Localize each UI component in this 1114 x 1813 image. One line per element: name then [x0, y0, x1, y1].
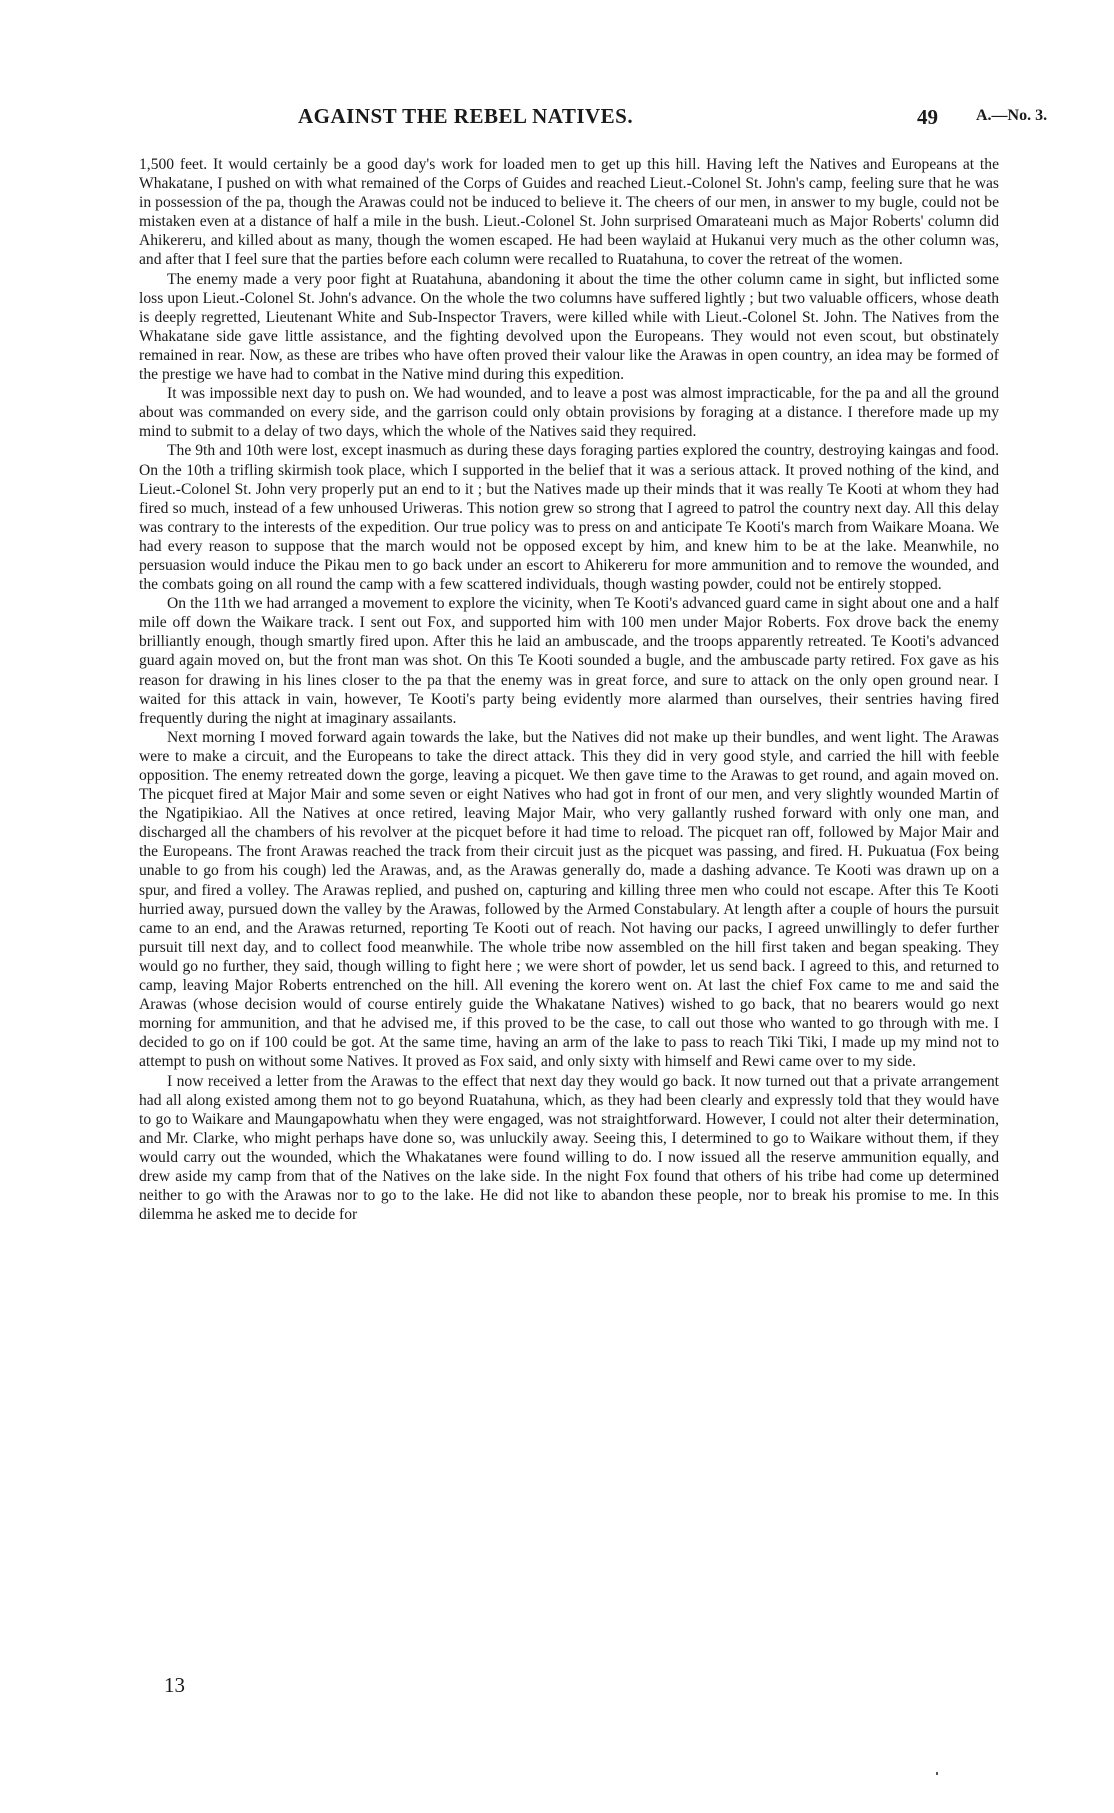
running-header [0, 104, 1114, 130]
page-number: 49 [917, 105, 938, 129]
paragraph: It was impossible next day to push on. We had wounded, and to leave a post was almost impracticable, for the pa and all the ground about was commanded on every side, and the garrison could only obtain provisions by foraging at a distance. I therefore made up my mind to submit to a delay of two days, which the whole of the Natives said they required. [139, 385, 999, 441]
print-speck [936, 1772, 938, 1775]
body-text [139, 155, 999, 1224]
paragraph: On the 11th we had arranged a movement to explore the vicinity, when Te Kooti's advanced guard came in sight about one and a half mile off down the Waikare track. I sent out Fox, and supported him with 100 men under Major Roberts. Fox drove back the enemy brilliantly enough, though smartly fired upon. After this he laid an ambuscade, and the troops apparently retreated. Te Kooti's advanced guard again moved on, but the front man was shot. On this Te Kooti sounded a bugle, and the ambuscade party retired. Fox gave as his reason for drawing in his lines closer to the pa that the enemy was in great force, and sure to attack on the only open ground near. I waited for this attack in vain, however, Te Kooti's party being evidently more alarmed than ourselves, their sentries having fired frequently during the night at imaginary assailants. [139, 595, 999, 727]
paragraph: Next morning I moved forward again towards the lake, but the Natives did not make up their bundles, and went light. The Arawas were to make a circuit, and the Europeans to take the direct attack. This they did in very good style, and carried the hill with feeble opposition. The enemy retreated down the gorge, leaving a picquet. We then gave time to the Arawas to get round, and again moved on. The picquet fired at Major Mair and some seven or eight Natives who had got in front of our men, and very slightly wounded Martin of the Ngatipikiao. All the Natives at once retired, leaving Major Mair, who very gallantly rushed forward with only one man, and discharged all the chambers of his revolver at the picquet before it had time to reload. The picquet ran off, followed by Major Mair and the Europeans. The front Arawas reached the track from their circuit just as the picquet was passing, and fired. H. Pukuatua (Fox being unable to go from his cough) led the Arawas, and, as the Arawas generally do, made a dashing advance. Te Kooti was drawn up on a spur, and fired a volley. The Arawas replied, and pushed on, capturing and killing three men who could not escape. After this Te Kooti hurried away, pursued down the valley by the Arawas, followed by the Armed Constabulary. At length after a couple of hours the pursuit came to an end, and the Arawas returned, reporting Te Kooti out of reach. Not having our packs, I agreed unwillingly to defer further pursuit till next day, and to collect food meanwhile. The whole tribe now assembled on the hill first taken and began speaking. They would go no further, they said, though willing to fight here ; we were short of powder, let us send back. I agreed to this, and returned to camp, leaving Major Roberts entrenched on the hill. All evening the korero went on. At last the chief Fox came to me and said the Arawas (whose decision would of course entirely guide the Whakatane Natives) wished to go back, that no bearers would go next morning for ammunition, and that he advised me, if this proved to be the case, to call out those who wanted to go through with me. I decided to go on if 100 could be got. At the same time, having an arm of the lake to pass to reach Tiki Tiki, I made up my mind not to attempt to push on without some Natives. It proved as Fox said, and only sixty with himself and Rewi came over to my side. [139, 728, 999, 1071]
paragraph: The 9th and 10th were lost, except inasmuch as during these days foraging parties explored the country, destroying kaingas and food. On the 10th a trifling skirmish took place, which I supported in the belief that it was a serious attack. It proved nothing of the kind, and Lieut.-Colonel St. John very properly put an end to it ; but the Natives made up their minds that it was really Te Kooti at whom they had fired so much, instead of a few unhoused Uriweras. This notion grew so strong that I agreed to patrol the country next day. All this delay was contrary to the interests of the expedition. Our true policy was to press on and anticipate Te Kooti's march from Waikare Moana. We had every reason to suppose that the march would not be opposed except by him, and knew him to be at the lake. Meanwhile, no persuasion would induce the Pikau men to go back under an escort to Ahikereru for more ammunition and to remove the wounded, and the combats going on all round the camp with a few scattered individuals, though wasting powder, could not be entirely stopped. [139, 442, 999, 594]
paragraph: The enemy made a very poor fight at Ruatahuna, abandoning it about the time the other column came in sight, but inflicted some loss upon Lieut.-Colonel St. John's advance. On the whole the two columns have suffered lightly ; but two valuable officers, whose death is deeply regretted, Lieutenant White and Sub-Inspector Travers, were killed while with Lieut.-Colonel St. John. The Natives from the Whakatane side gave little assistance, and the fighting devolved upon the Europeans. They would not even scout, but obstinately remained in rear. Now, as these are tribes who have often proved their valour like the Arawas in open country, an idea may be formed of the prestige we have had to combat in the Native mind during this expedition. [139, 270, 999, 384]
page-title: AGAINST THE REBEL NATIVES. [298, 104, 634, 128]
series-reference: A.—No. 3. [976, 107, 1048, 124]
paragraph: I now received a letter from the Arawas to the effect that next day they would go back. It now turned out that a private arrangement had all along existed among them not to go beyond Ruatahuna, which, as they had been clearly and expressly told that they would have to go to Waikare and Maungapowhatu when they were engaged, was not straightforward. However, I could not alter their determination, and Mr. Clarke, who might perhaps have done so, was unluckily away. Seeing this, I determined to go to Waikare without them, if they would carry out the wounded, which the Whakatanes were found willing to do. I now issued all the reserve ammunition equally, and drew aside my camp from that of the Natives on the lake side. In the night Fox found that others of his tribe had come up determined neither to go with the Arawas nor to go to the lake. He did not like to abandon these people, nor to break his promise to me. In this dilemma he asked me to decide for [139, 1072, 999, 1224]
signature-mark: 13 [164, 1673, 185, 1697]
paragraph: 1,500 feet. It would certainly be a good day's work for loaded men to get up this hill. Having left the Natives and Europeans at the Whakatane, I pushed on with what remained of the Corps of Guides and reached Lieut.-Colonel St. John's camp, feeling sure that he was in possession of the pa, though the Arawas could not be induced to believe it. The cheers of our men, in answer to my bugle, could not be mistaken even at a distance of half a mile in the bush. Lieut.-Colonel St. John surprised Omarateani much as Major Roberts' column did Ahikereru, and killed about as many, though the women escaped. He had been waylaid at Hukanui very much as the other column was, and after that I feel sure that the parties before each column were recalled to Ruatahuna, to cover the retreat of the women. [139, 156, 999, 269]
